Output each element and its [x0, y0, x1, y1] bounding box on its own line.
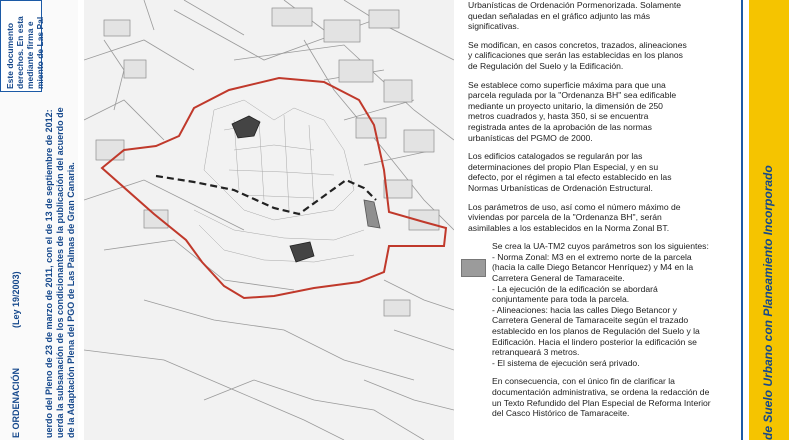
text-line: - Norma Zonal: M3 en el extremo norte de la parcela	[492, 251, 692, 262]
band-divider	[741, 0, 743, 440]
text-line: y calificaciones que serán las establecidas en los planos	[468, 50, 683, 61]
text-line: Carretera General de Tamaraceite.	[492, 273, 625, 284]
text-line: Edificación. Hacia el lindero posterior la edificación se	[492, 336, 697, 347]
text-line: establecido en los planos de Regulación del Suelo y la	[492, 326, 700, 337]
text-line: Los parámetros de uso, así como el número máximo de	[468, 201, 681, 212]
text-line: mediante un proyecto unitario, la dimensión de 250	[468, 100, 663, 111]
text-line: de Regulación del Suelo y la Edificación.	[468, 60, 624, 71]
text-line: Urbanísticas de Ordenación Pormenorizada. Solamente	[468, 0, 682, 10]
band-title: de Suelo Urbano con Planeamiento Incorporado	[761, 165, 775, 440]
text-line: metros cuadrados y, hasta 350, si se encuentra	[468, 111, 649, 122]
approval-note	[44, 107, 77, 438]
text-line: - El sistema de ejecución será privado.	[492, 357, 640, 368]
text-line: (hacia la calle Diego Betancor Henríquez) y M4 en la	[492, 262, 694, 273]
paragraph-catalogados	[468, 151, 723, 193]
notice-line: mediante firma e	[25, 21, 35, 89]
text-line: parcela regulada por la "Ordenanza BH" sea edificable	[468, 90, 677, 101]
left-margin	[0, 0, 78, 440]
section-heading	[11, 271, 22, 438]
text-line: determinaciones del propio Plan Especial, y en su	[468, 161, 659, 172]
text-line: Los edificios catalogados se regularán por las	[468, 151, 643, 162]
text-line: Normas Urbanísticas de Ordenación Estructural.	[468, 182, 653, 193]
right-band	[737, 0, 790, 440]
approval-note-line: uerda la subsanación de los condicionantes de la publicación del acuerdo de	[55, 107, 65, 438]
paragraph-ordenacion	[468, 0, 723, 32]
text-line: viviendas por parcela de la "Ordenanza BH", serán	[468, 212, 662, 223]
notice-line: Este documento	[5, 22, 15, 89]
text-line: defecto, por el régimen a tal efecto establecido en las	[468, 172, 672, 183]
paragraph-ua-tm2	[468, 241, 723, 368]
paragraph-modificaciones	[468, 40, 723, 72]
text-line: Se modifican, en casos concretos, trazados, alineaciones	[468, 39, 687, 50]
text-line: Carretera General de Tamaraceite según el trazado	[492, 315, 689, 326]
law-reference: (Ley 19/2003)	[11, 271, 21, 328]
map-drawing	[84, 0, 454, 440]
text-line: En consecuencia, con el único fin de clarificar la	[492, 376, 675, 387]
text-line: Se establece como superficie máxima para que una	[468, 79, 666, 90]
text-line: conjuntamente para toda la parcela.	[492, 294, 630, 305]
text-line: documentación administrativa, se ordena la redacción de	[492, 387, 710, 397]
section-heading-text: E ORDENACIÓN	[11, 367, 21, 438]
approval-note-line: uerdo del Pleno de 23 de marzo de 2011, con el de 13 de septiembre de 2012:	[44, 109, 54, 438]
text-line: significativas.	[468, 21, 520, 32]
document-text	[468, 0, 723, 440]
urban-plan-map	[84, 0, 454, 440]
text-line: registrada antes de la aprobación de las normas	[468, 121, 652, 132]
approval-note-line: de la Adaptación Plena del PGO de Las Palmas de Gran Canaria.	[66, 162, 76, 438]
text-line: quedan señaladas en el gráfico adjunto las más	[468, 10, 651, 21]
notice-text	[5, 16, 45, 89]
text-line: un Texto Refundido del Plan Especial de Reforma Interior	[492, 397, 711, 408]
text-line: retranqueará 3 metros.	[492, 347, 580, 358]
paragraph-parametros-uso	[468, 202, 723, 234]
text-line: - Alineaciones: hacia las calles Diego Betancor y	[492, 304, 677, 315]
ua-tm2-legend-swatch	[461, 259, 486, 277]
text-line: - La ejecución de la edificación se abordará	[492, 283, 658, 294]
notice-box	[0, 0, 45, 92]
paragraph-consecuencia	[468, 376, 723, 418]
paragraph-superficie	[468, 80, 723, 144]
text-line: asimilables a los establecidos en la Norma Zonal BT.	[468, 222, 670, 233]
notice-line: derechos. En esta	[15, 16, 25, 89]
notice-line: miento de Las Pal	[35, 16, 45, 89]
text-line: del Casco Histórico de Tamaraceite.	[492, 408, 630, 419]
text-line: Se crea la UA-TM2 cuyos parámetros son los siguientes:	[492, 241, 709, 252]
text-line: urbanísticas del PGMO de 2000.	[468, 132, 593, 143]
